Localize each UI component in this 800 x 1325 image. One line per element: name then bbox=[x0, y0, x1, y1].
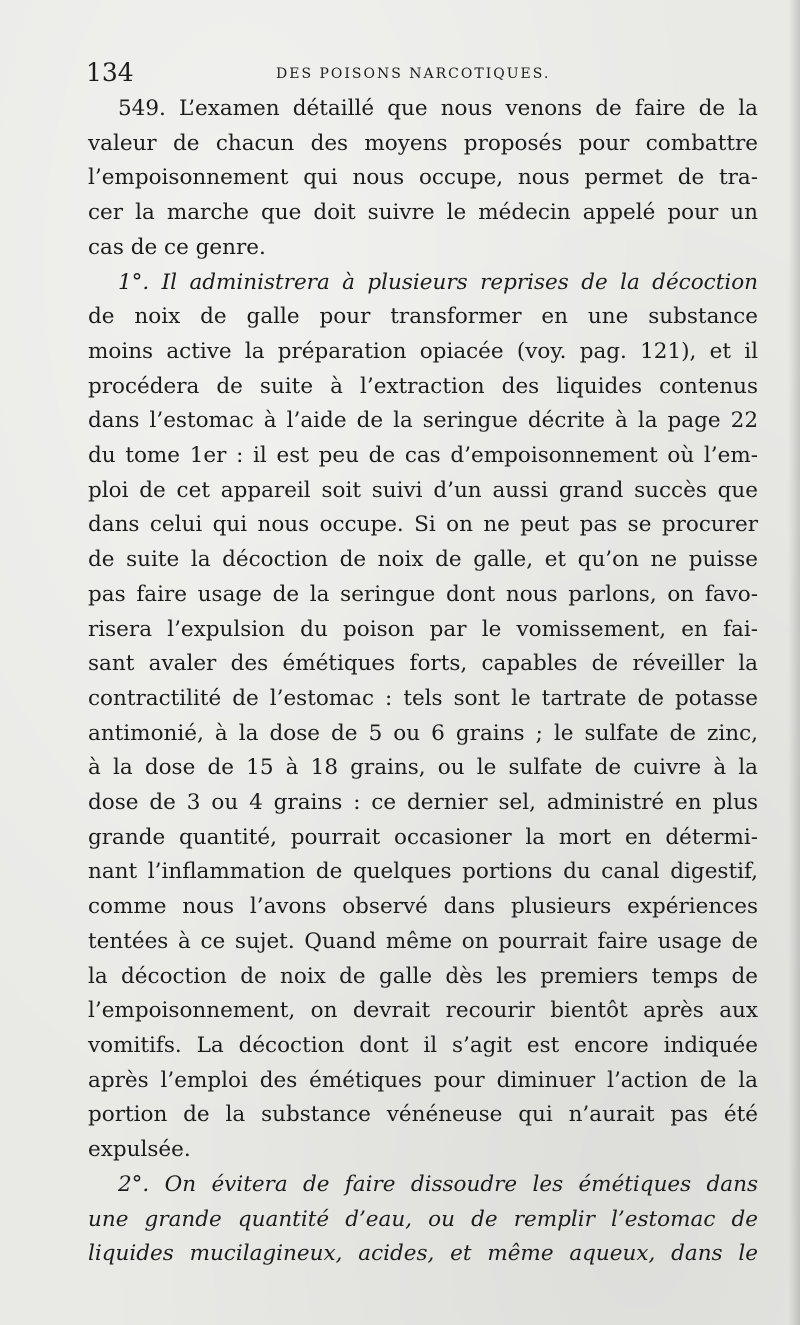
text-line: vomitifs. La décoction dont il s’agit est encore indiquée bbox=[88, 1032, 758, 1058]
text-line: l’empoisonnement qui nous occupe, nous permet de tra- bbox=[88, 165, 758, 191]
text-line: contractilité de l’estomac : tels sont le tartrate de potasse bbox=[88, 685, 758, 711]
text-line: l’empoisonnement, on devrait recourir bientôt après aux bbox=[88, 998, 758, 1024]
text-line: grande quantité, pourrait occasioner la mort en détermi- bbox=[88, 824, 758, 850]
text-line: à la dose de 15 à 18 grains, ou le sulfate de cuivre à la bbox=[88, 755, 758, 781]
text-line: dose de 3 ou 4 grains : ce dernier sel, administré en plus bbox=[88, 790, 758, 816]
text-line: après l’emploi des émétiques pour diminuer l’action de la bbox=[88, 1067, 758, 1093]
text-line: dans l’estomac à l’aide de la seringue décrite à la page 22 bbox=[88, 408, 758, 434]
text-line: nant l’inflammation de quelques portions du canal digestif, bbox=[88, 859, 758, 885]
text-line: sant avaler des émétiques forts, capables de réveiller la bbox=[88, 651, 758, 677]
text-line: 1°. Il administrera à plusieurs reprises de la décoction bbox=[118, 269, 758, 295]
text-line: tentées à ce sujet. Quand même on pourrait faire usage de bbox=[88, 928, 758, 954]
text-line: comme nous l’avons observé dans plusieurs expériences bbox=[88, 894, 758, 920]
text-line: pas faire usage de la seringue dont nous parlons, on favo- bbox=[88, 581, 758, 607]
text-line: moins active la préparation opiacée (voy. pag. 121), et il bbox=[88, 338, 758, 364]
text-line: une grande quantité d’eau, ou de remplir l’estomac de bbox=[88, 1206, 758, 1232]
text-line: dans celui qui nous occupe. Si on ne peut pas se procurer bbox=[88, 512, 758, 538]
running-head bbox=[86, 58, 760, 90]
page-number: 134 bbox=[86, 58, 134, 87]
text-line: portion de la substance vénéneuse qui n’aurait pas été bbox=[88, 1102, 758, 1128]
text-line: du tome 1er : il est peu de cas d’empoisonnement où l’em- bbox=[88, 443, 758, 469]
text-line: 549. L’examen détaillé que nous venons de faire de la bbox=[118, 96, 758, 121]
text-line: liquides mucilagineux, acides, et même aqueux, dans le bbox=[88, 1241, 758, 1267]
text-line: de suite la décoction de noix de galle, et qu’on ne puisse bbox=[88, 547, 758, 573]
text-line: risera l’expulsion du poison par le vomissement, en fai- bbox=[88, 616, 758, 642]
text-line: antimonié, à la dose de 5 ou 6 grains ; le sulfate de zinc, bbox=[88, 720, 758, 746]
running-title: DES POISONS NARCOTIQUES. bbox=[276, 66, 551, 82]
text-line: de noix de galle pour transformer en une substance bbox=[88, 304, 758, 330]
page-edge-shadow bbox=[788, 0, 800, 1325]
text-line: la décoction de noix de galle dès les premiers temps de bbox=[88, 963, 758, 989]
text-line: procédera de suite à l’extraction des liquides contenus bbox=[88, 373, 758, 399]
text-line: valeur de chacun des moyens proposés pour combattre bbox=[88, 130, 758, 156]
body-text bbox=[88, 92, 758, 1272]
text-line: cer la marche que doit suivre le médecin appelé pour un bbox=[88, 200, 758, 226]
text-line: ploi de cet appareil soit suivi d’un aussi grand succès que bbox=[88, 477, 758, 503]
text-line: cas de ce genre. bbox=[88, 234, 266, 260]
text-line: expulsée. bbox=[88, 1137, 191, 1163]
text-line: 2°. On évitera de faire dissoudre les émétiques dans bbox=[118, 1171, 758, 1197]
